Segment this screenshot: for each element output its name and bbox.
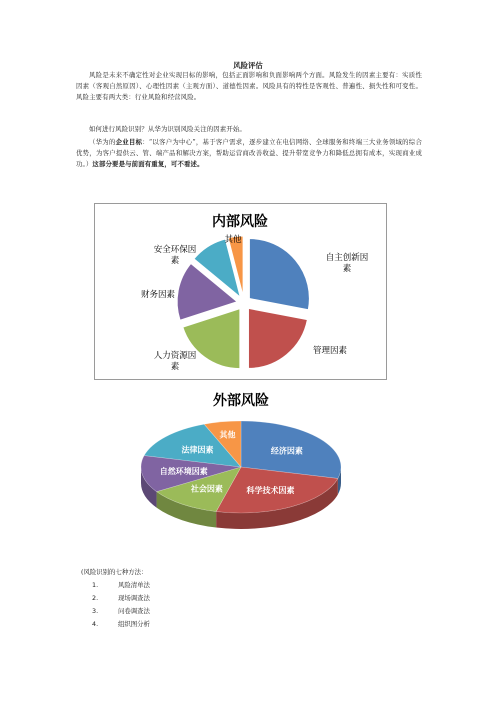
huawei-goal-prefix: （华为的 (89, 138, 116, 146)
list-item-text: 问卷调查法 (118, 607, 150, 615)
list-item (92, 592, 150, 605)
internal-pie-label-4: 安全环保因素 (153, 245, 197, 266)
list-item (92, 579, 150, 592)
list-item (92, 618, 150, 631)
external-risk-title: 外部风险 (213, 393, 269, 409)
internal-pie-label-5: 其他 (224, 235, 242, 245)
list-item-number: 3. (92, 607, 99, 615)
paragraph-huawei-goal (76, 137, 422, 171)
internal-pie-label-3: 财务因素 (140, 290, 175, 300)
list-item-number: 1. (92, 581, 99, 589)
page-title: 风险评估 (233, 61, 263, 70)
internal-risk-title: 内部风险 (212, 214, 268, 230)
external-risk-chart (138, 388, 345, 534)
paragraph-risk-definition: 风险是未来不确定性对企业实现目标的影响，包括正面影响和负面影响两个方面。风险发生的因素主要有：实质性因素（客观自然原因）、心理性因素（主观方面）、道德性因素。风险具有的特性是客观性、普遍性、损失性和可变性。风险主要有两大类：行业风险和经营风险。 (76, 71, 422, 102)
list-item-number: 2. (92, 594, 99, 602)
internal-risk-chart (94, 203, 387, 380)
huawei-goal-body: ：“以客户为中心”，基于客户需求，逐步建立在电信网络、全球服务和终端三大业务领域的综合优势，为客户提供云、管、端产品和解决方案，帮助运营商改善收益、提升带宽竞争力和降低总拥有成本，实现商业成功。） (76, 138, 422, 169)
internal-pie-label-2: 人力资源因素 (153, 351, 197, 372)
external-pie-label-0: 经济因素 (270, 446, 303, 456)
internal-pie-label-1: 管理因素 (312, 346, 348, 356)
internal-risk-pie-svg (95, 204, 386, 379)
external-pie-label-4: 法律因素 (181, 445, 214, 455)
external-risk-pie-svg (138, 388, 345, 534)
paragraph-risk-identification: 如何进行风险识别？从华为识别风险关注的因素开始。 (89, 125, 246, 133)
external-pie-label-1: 科学技术因素 (246, 485, 295, 495)
external-pie-label-2: 社会因素 (190, 484, 223, 494)
list-item-text: 现场调查法 (118, 594, 150, 602)
huawei-goal-note: 这部分要是与前面有重复，可不看述。 (92, 160, 204, 169)
methods-intro: (风险识别的七种方法： (81, 568, 148, 576)
list-item-text: 风险清单法 (118, 581, 150, 589)
methods-list (92, 579, 150, 631)
huawei-goal-keyword: 企业目标 (115, 138, 143, 146)
internal-pie-slice-1 (248, 308, 307, 368)
list-item-text: 组织图分析 (118, 620, 150, 628)
internal-pie-label-0: 自主创新因素 (325, 253, 369, 274)
external-pie-label-5: 其他 (219, 430, 236, 440)
list-item-number: 4. (92, 620, 99, 628)
external-pie-label-3: 自然环境因素 (159, 467, 208, 477)
internal-pie-slice-0 (249, 239, 309, 310)
list-item (92, 605, 150, 618)
